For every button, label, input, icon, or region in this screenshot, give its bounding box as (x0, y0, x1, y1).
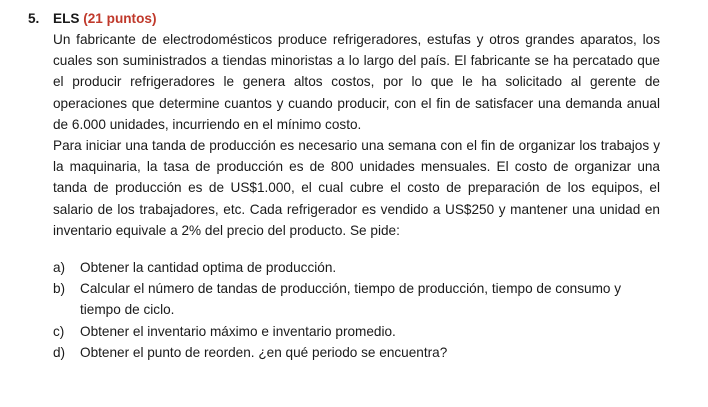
problem-number: 5. (28, 11, 40, 26)
question-item-c (53, 321, 660, 342)
problem-title: ELS (53, 11, 80, 26)
question-item-b (53, 278, 660, 320)
problem-heading (28, 9, 660, 29)
question-text: Calcular el número de tandas de producción, tiempo de producción, tiempo de consumo y tiempo de ciclo. (80, 281, 622, 318)
question-item-a (53, 257, 660, 278)
question-marker: a) (53, 260, 66, 276)
question-marker: b) (53, 281, 66, 297)
problem-body (28, 29, 660, 363)
question-text: Obtener el punto de reorden. ¿en qué periodo se encuentra? (80, 344, 448, 360)
question-list (53, 257, 660, 363)
question-marker: d) (53, 344, 66, 360)
problem-paragraph-1: Un fabricante de electrodomésticos produce refrigeradores, estufas y otros grandes aparatos, los cuales son suministrados a tiendas minoristas a lo largo del país. El fabricante se ha percatado que el producir refrigeradores le genera altos costos, por lo que le ha solicitado al gerente de operaciones que determine cuantos y cuando producir, con el fin de satisfacer una demanda anual de 6.000 unidades, incurriendo en el mínimo costo. (53, 32, 660, 132)
problem-paragraph-2: Para iniciar una tanda de producción es necesario una semana con el fin de organizar los trabajos y la maquinaria, la tasa de producción es de 800 unidades mensuales. El costo de organizar una tanda de producción es de US$1.000, el cual cubre el costo de preparación de los equipos, el salario de los trabajadores, etc. Cada refrigerador es vendido a US$250 y mantener una unidad en inventario equivale a 2% del precio del producto. Se pide: (53, 138, 660, 238)
paragraph-spacer (53, 241, 660, 257)
question-marker: c) (53, 323, 65, 339)
problem-points: (21 puntos) (83, 11, 157, 26)
question-text: Obtener la cantidad optima de producción. (80, 260, 337, 276)
question-text: Obtener el inventario máximo e inventario promedio. (80, 323, 396, 339)
question-item-d (53, 342, 660, 363)
